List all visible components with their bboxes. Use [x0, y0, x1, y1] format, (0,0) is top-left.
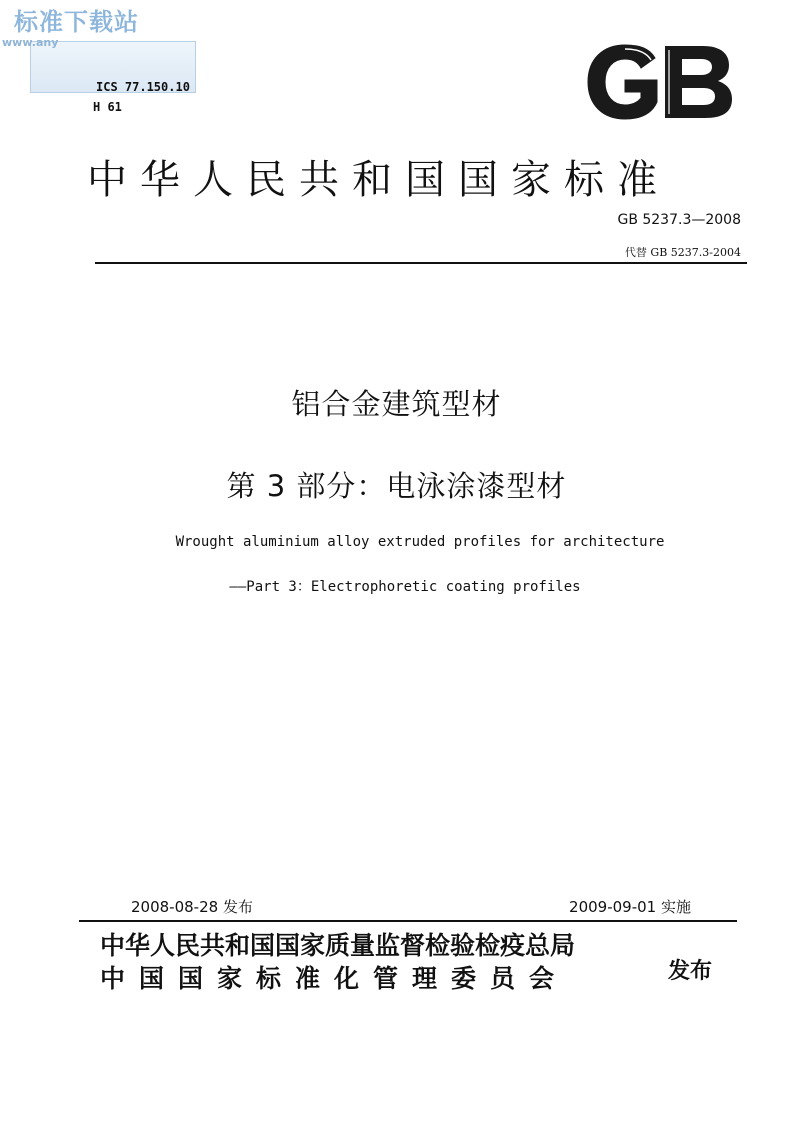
document-title-en: Wrought aluminium alloy extruded profiles for architecture: [175, 534, 665, 550]
issuer-aqsiq: 中华人民共和国国家质量监督检验检疫总局: [100, 931, 576, 960]
footer-divider: [79, 920, 737, 922]
ccs-code: H 61: [93, 100, 122, 114]
replaces-standard: 代替 GB 5237.3-2004: [624, 246, 741, 259]
gb-logo: [585, 44, 735, 120]
issue-date: 2008-08-28 发布: [131, 898, 253, 916]
standard-code: GB 5237.3—2008: [617, 212, 741, 228]
publish-label: 发布: [668, 959, 713, 984]
document-subtitle-en: ——Part 3：Electrophoretic coating profiles: [229, 579, 581, 595]
watermark-title: 标准下载站: [14, 8, 139, 36]
standard-category-title: 中华人民共和国国家标准: [87, 157, 670, 203]
document-subtitle-cn: 第 3 部分：电泳涂漆型材: [226, 469, 567, 503]
ics-code: ICS 77.150.10: [96, 80, 190, 94]
document-title-cn: 铝合金建筑型材: [291, 387, 502, 421]
issuer-sac: 中国国家标准化管理委员会: [100, 964, 569, 993]
implementation-date: 2009-09-01 实施: [569, 898, 691, 916]
header-divider: [95, 262, 747, 264]
watermark-url: www.any: [2, 36, 59, 49]
